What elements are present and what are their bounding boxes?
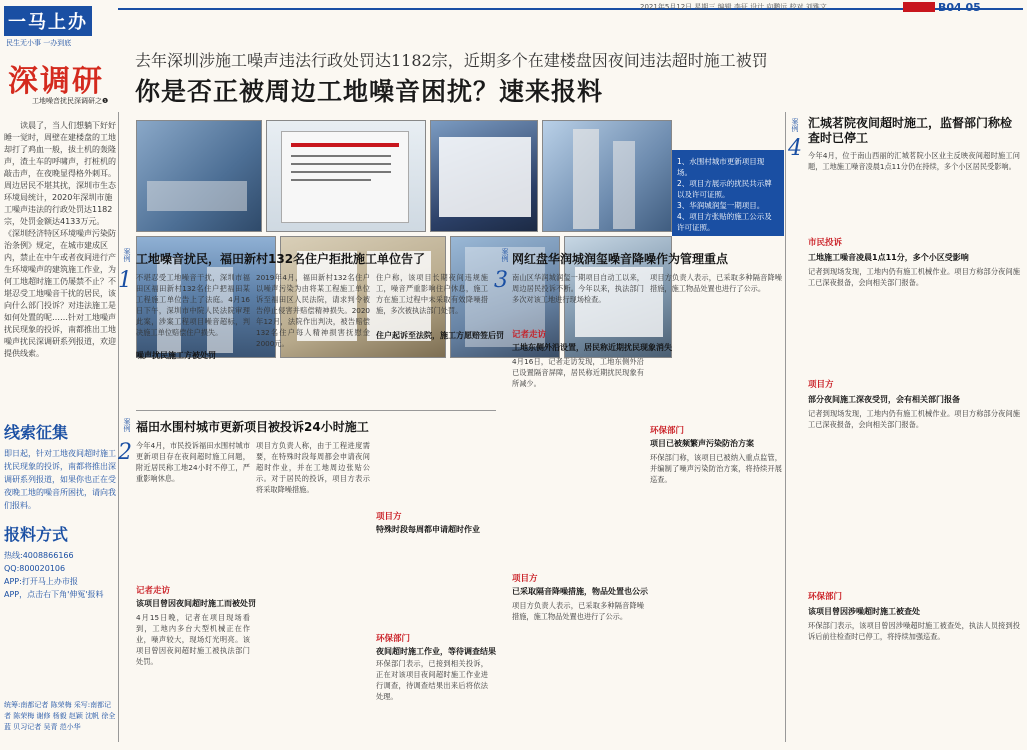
case1-col1: 不堪忍受工地噪音干扰，深圳市福田区福田新村132名住户把福田某工程施工单位告上了法庭。4月16日下午，深圳市中院人民法院审理此案，涉案工程项目噪音超标，判决施工单位赔偿住户损失。: [136, 273, 250, 337]
case4-label: 案例: [791, 118, 799, 132]
case1-col2: 2019年4月，福田新村132名住户以噪声污染为由将某工程施工单位诉至福田区人民法院，请求判令被告停止侵害并赔偿精神损失。2020年12月，法院作出判决，被告赔偿132名住户每人精神损害抚慰金2000元。: [256, 273, 370, 348]
case3-col1: 南山区华润城润玺一期项目自动工以来，周边居民投诉不断。今年以来，执法部门多次对该工地进行现场检查。: [512, 273, 644, 304]
section-subtitle: 工地噪音扰民深调研之❶: [32, 97, 109, 105]
case1-marker: [122, 248, 132, 262]
case2-subhead-2: 项目方: [376, 512, 402, 522]
case1-subhead-2: 住户起诉至法院，施工方愿赔签后罚: [376, 331, 504, 340]
case2-col1: 今年4月，市民投诉福田水围村城市更新项目存在夜间超时施工问题，附近居民称工地24小时不停工，严重影响休息。: [136, 441, 250, 483]
case3-number: 3: [494, 268, 508, 293]
case2-title: 福田水围村城市更新项目被投诉24小时施工: [136, 420, 369, 434]
case2-subhead-2b: 特殊时段每周都申请超时作业: [376, 525, 480, 534]
clue-title: 线索征集: [4, 423, 69, 442]
photo-caption-box: 1、水围村城市更新项目现场。 2、项目方展示的扰民共示牌以及许可证照。 3、华润城润玺一期项目。 4、项目方张贴的施工公示及许可证照。: [672, 150, 784, 236]
case2-col1b: 4月15日晚，记者在项目现场看到，工地内多台大型机械正在作业，噪声较大，现场灯光明亮。该项目曾因夜间超时施工被执法部门处罚。: [136, 613, 250, 666]
case1-label: 案例: [123, 248, 131, 262]
case3-label: 案例: [501, 248, 509, 262]
report-title: 报料方式: [4, 525, 69, 544]
case1-subhead-1: 噪声扰民施工方被处罚: [136, 351, 216, 360]
case1-col3: 住户称，该项目长期夜间违规施工，噪音严重影响住户休息，施工方在施工过程中未采取有效降噪措施，多次被执法部门处罚。: [376, 273, 488, 315]
case2-number: 2: [118, 440, 132, 465]
report-body: [4, 549, 116, 601]
case4-subhead-2: 项目方: [808, 380, 834, 390]
page-number: B04 05: [938, 1, 981, 14]
report-qq: QQ:800020106: [4, 564, 66, 573]
clue-box: [4, 420, 116, 645]
case1-number: 1: [118, 268, 132, 293]
masthead-rule: [118, 8, 1023, 10]
report-app2: APP，点击右下角'伸冤'报料: [4, 590, 104, 599]
case-divider-1: [136, 410, 496, 411]
case3-subhead-2: 项目方: [512, 574, 538, 584]
case4-col4: 环保部门表示，该项目曾因涉噪超时施工被查处，执法人员接到投诉后前往检查时已停工，将持续加强巡查。: [808, 621, 1020, 641]
case2-subhead-3b: 夜间超时施工作业，等待调查结果: [376, 647, 496, 656]
case2-col3: 环保部门表示，已接到相关投诉，正在对该项目夜间超时施工作业进行调查，待调查结果出来后将依法处理。: [376, 659, 488, 701]
intro-text: 读晨了，当人们想躺下好好睡一觉时，周壁在建楼盘的工地却打了鸡血一般，拔土机的轰隆声，渣土车的呼啸声，打桩机的敲击声，在夜晚显得格外刺耳。周边居民不堪其扰，深圳市生态环境局统计，2020年深圳市施工噪声违法的行政处罚达1182宗，处罚金额达4133万元。《深圳经济特区环境噪声污染防治条例》规定，在城市建成区内，禁止在中午或者夜间进行产生环境噪声的建筑施工作业，为何工地超时施工仍屡禁不止？不堪忍受工地噪音干扰的居民，该向什么部门投诉？对违法施工是如何处置的呢……针对工地噪声扰民现象的投诉，南都推出工地噪声扰民深调研系列报道，欢迎提供线索。: [4, 121, 116, 358]
case3-subhead-3: 环保部门: [650, 426, 685, 436]
kicker-headline: 去年深圳涉施工噪声违法行政处罚达1182宗，近期多个在建楼盘因夜间违法超时施工被罚: [135, 51, 768, 70]
case2-col2: 项目方负责人称，由于工程进度需要，在特殊时段每周都会申请夜间超时作业，并在工地周边张贴公示。对于居民的投诉，项目方表示将采取降噪措施。: [256, 441, 370, 494]
left-divider: [118, 112, 119, 742]
photo-construction-site-1: [136, 120, 262, 232]
clue-body: 即日起，针对工地夜间超时施工扰民现象的投诉，南都将推出深调研系列报道，如果你也正在受夜晚工地的噪音所困扰，请向我们报料。: [4, 449, 116, 510]
case4-subhead-2b: 部分夜间施工深夜受罚，会有相关部门报备: [808, 395, 960, 404]
staff-credits: 统筹:南都记者 陈荣梅 采写:南都记者 陈荣梅 谢修 杨毅 赵颖 沈帆 徐全蓝 贝习记者 吴青 范小华: [4, 701, 116, 731]
case4-title: 汇城茗院夜间超时施工，监督部门称检查时已停工: [808, 116, 1013, 145]
case4-subhead-1b: 工地施工噪音凌晨1点11分，多个小区受影响: [808, 253, 969, 262]
section-brand: 深调研: [8, 64, 104, 99]
masthead-logo: 一马上办: [4, 6, 92, 36]
case4-col2: 记者到现场发现，工地内仍有施工机械作业。项目方称部分夜间施工已深夜报备，会向相关部门报备。: [808, 267, 1020, 287]
case4-subhead-3b: 该项目曾因涉噪超时施工被查处: [808, 607, 920, 616]
case1-title: 工地噪音扰民，福田新村132名住户拒批施工单位告了: [136, 252, 426, 266]
main-headline: 你是否正被周边工地噪音困扰？速来报料: [135, 77, 604, 106]
case3-title: 网红盘华润城润玺噪音降噪作为管理重点: [512, 252, 729, 266]
report-app: APP:打开马上办市报: [4, 577, 78, 586]
case3-col1b: 4月16日，记者走访发现，工地东侧外沿已设置隔音屏障，居民称近期扰民现象有所减少。: [512, 357, 644, 388]
case3-col2: 项目方负责人表示，已采取多种隔音降噪措施，施工物品处置也进行了公示。: [650, 273, 782, 293]
masthead-slogan: 民生无小事 一办到底: [6, 39, 72, 47]
case4-col1: 今年4月，位于南山西丽的汇城茗院小区业主反映夜间超时施工问题，工地施工噪音凌晨1点11分仍在持续，多个小区居民受影响。: [808, 151, 1020, 171]
case3-subhead-1: 记者走访: [512, 330, 547, 340]
case4-subhead-1: 市民投诉: [808, 238, 843, 248]
case3-subhead-1b: 工地东侧外沿设置，居民称近期扰民现象消失: [512, 343, 672, 352]
case2-subhead-3: 环保部门: [376, 634, 411, 644]
case3-col2b: 环保部门称，该项目已被纳入重点监管，并编制了噪声污染防治方案，将持续开展巡查。: [650, 453, 782, 484]
case2-subhead-1b: 该项目曾因夜间超时施工而被处罚: [136, 599, 256, 608]
case4-subhead-3: 环保部门: [808, 592, 843, 602]
case3-col1c: 项目方负责人表示，已采取多种隔音降噪措施，施工物品处置也进行了公示。: [512, 601, 644, 621]
photo-night-site: [430, 120, 538, 232]
photo-highrise: [542, 120, 672, 232]
photo-notice-board: [266, 120, 426, 232]
case3-subhead-2b: 已采取隔音降噪措施，物品处置也公示: [512, 587, 648, 596]
right-divider: [785, 112, 786, 742]
report-hotline: 热线:4008866166: [4, 551, 74, 560]
case3-subhead-3b: 项目已被频繁声污染防治方案: [650, 439, 754, 448]
case4-col3: 记者到现场发现，工地内仍有施工机械作业。项目方称部分夜间施工已深夜报备，会向相关部门报备。: [808, 409, 1020, 429]
case4-number: 4: [788, 136, 802, 161]
case2-label: 案例: [123, 418, 131, 432]
red-tag: [903, 2, 935, 12]
publication-info: 2021年5月12日 星期三 编辑 李征 设计 向鹏远 校对 刘雅文: [640, 3, 827, 11]
case2-subhead-1: 记者走访: [136, 586, 171, 596]
